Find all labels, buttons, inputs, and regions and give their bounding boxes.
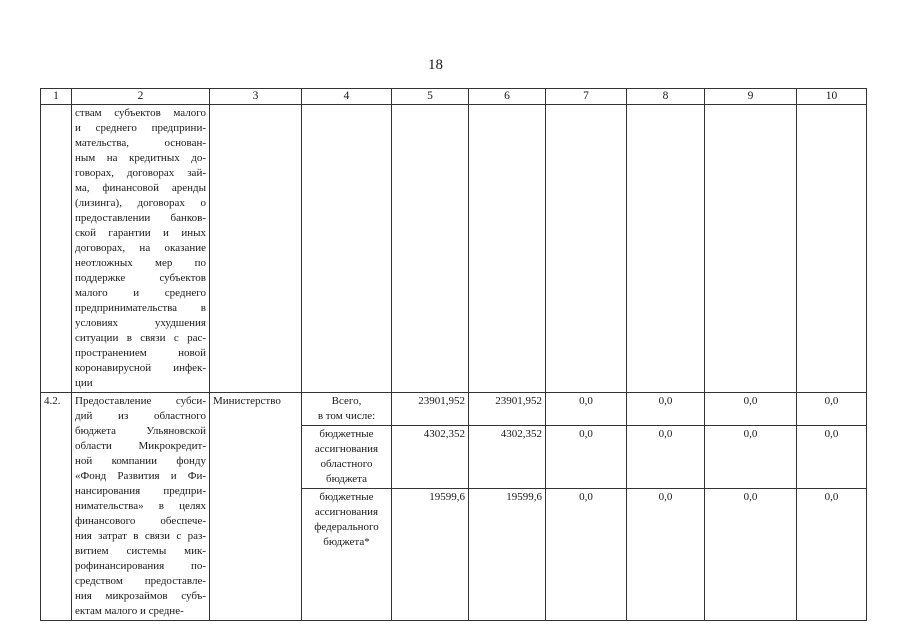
value-cell: 0,0 [797, 393, 867, 426]
value-cell [469, 105, 546, 393]
description-line: малого и среднего [75, 287, 206, 299]
source-label-line: бюджета* [323, 536, 370, 548]
value-cell: 23901,952 [469, 393, 546, 426]
description-line: Предоставление субси- [75, 395, 206, 407]
value-cell: 0,0 [546, 426, 627, 489]
description-line: ектам малого и средне- [75, 605, 184, 617]
description-line: нимательства» в целях [75, 500, 206, 512]
value-cell: 0,0 [705, 489, 797, 621]
header-cell: 5 [392, 89, 469, 105]
description-line: финансового обеспече- [75, 515, 206, 527]
source-label-line: ассигнования [314, 443, 379, 455]
header-cell: 6 [469, 89, 546, 105]
source-label-line: в том числе: [317, 410, 376, 422]
description-line: нансирования предпри- [75, 485, 206, 497]
description-line: поддержке субъектов [75, 272, 206, 284]
description-line: ствам субъектов малого [75, 107, 206, 119]
header-cell: 3 [210, 89, 302, 105]
description-text [75, 106, 206, 391]
header-cell: 1 [41, 89, 72, 105]
description-cell [72, 393, 210, 621]
description-line: ма, финансовой аренды [75, 182, 206, 194]
description-line: ния затрат в связи с раз- [75, 530, 206, 542]
description-line: предпринимательства в [75, 302, 206, 314]
source-label-cell [302, 393, 392, 426]
description-line: (лизинга), договорах о [75, 197, 206, 209]
value-cell: 23901,952 [392, 393, 469, 426]
header-cell: 4 [302, 89, 392, 105]
row-number-cell [41, 105, 72, 393]
description-line: ситуации в связи с рас- [75, 332, 206, 344]
description-line: витием системы мик- [75, 545, 206, 557]
description-line: и среднего предприни- [75, 122, 206, 134]
source-label-line: Всего, [331, 395, 362, 407]
source-label-line: бюджетные [319, 428, 374, 440]
description-line: рофинансирования по- [75, 560, 206, 572]
value-cell: 0,0 [705, 426, 797, 489]
header-cell: 7 [546, 89, 627, 105]
source-label-cell [302, 489, 392, 621]
description-cell [72, 105, 210, 393]
continued-row [41, 105, 867, 393]
header-cell: 8 [627, 89, 705, 105]
source-label-line: бюджета [325, 473, 367, 485]
value-cell: 0,0 [705, 393, 797, 426]
description-line: ской гарантии и иных [75, 227, 206, 239]
value-cell: 4302,352 [469, 426, 546, 489]
description-line: бюджета Ульяновской [75, 425, 206, 437]
row-4-2-total [41, 393, 867, 426]
description-line: мательства, основан- [75, 137, 206, 149]
description-line: ной компании фонду [75, 455, 206, 467]
value-cell [627, 105, 705, 393]
header-cell: 10 [797, 89, 867, 105]
value-cell [797, 105, 867, 393]
description-line: договорах, на оказание [75, 242, 206, 254]
description-line: средством предоставле- [75, 575, 206, 587]
value-cell: 4302,352 [392, 426, 469, 489]
description-text [75, 394, 206, 619]
value-cell: 0,0 [546, 393, 627, 426]
value-cell [546, 105, 627, 393]
description-line: коронавирусной инфек- [75, 362, 206, 374]
value-cell: 0,0 [546, 489, 627, 621]
source-label-line: бюджетные [319, 491, 374, 503]
budget-table [40, 88, 867, 621]
description-line: ции [75, 377, 93, 389]
source-label-line: областного [320, 458, 373, 470]
value-cell: 0,0 [627, 489, 705, 621]
column-number-row [41, 89, 867, 105]
value-cell: 19599,6 [469, 489, 546, 621]
description-line: предоставлении банков- [75, 212, 206, 224]
description-line: ным на кредитных до- [75, 152, 206, 164]
header-cell: 2 [72, 89, 210, 105]
description-line: ния микрозаймов субъ- [75, 590, 206, 602]
value-cell: 0,0 [627, 393, 705, 426]
description-line: говорах, договорах зай- [75, 167, 206, 179]
value-cell: 0,0 [797, 489, 867, 621]
header-cell: 9 [705, 89, 797, 105]
source-cell [302, 105, 392, 393]
description-line: области Микрокредит- [75, 440, 206, 452]
source-label-cell [302, 426, 392, 489]
source-label-line: федерального [314, 521, 379, 533]
value-cell [705, 105, 797, 393]
description-line: «Фонд Развития и Фи- [75, 470, 206, 482]
value-cell: 0,0 [797, 426, 867, 489]
executor-cell: Министерство [210, 393, 302, 621]
description-line: неотложных мер по [75, 257, 206, 269]
value-cell [392, 105, 469, 393]
value-cell: 19599,6 [392, 489, 469, 621]
page-number: 18 [428, 57, 443, 73]
executor-cell [210, 105, 302, 393]
source-label-line: ассигнования [314, 506, 379, 518]
description-line: пространением новой [75, 347, 206, 359]
value-cell: 0,0 [627, 426, 705, 489]
row-number-cell: 4.2. [41, 393, 72, 621]
description-line: дий из областного [75, 410, 206, 422]
description-line: условиях ухудшения [75, 317, 206, 329]
